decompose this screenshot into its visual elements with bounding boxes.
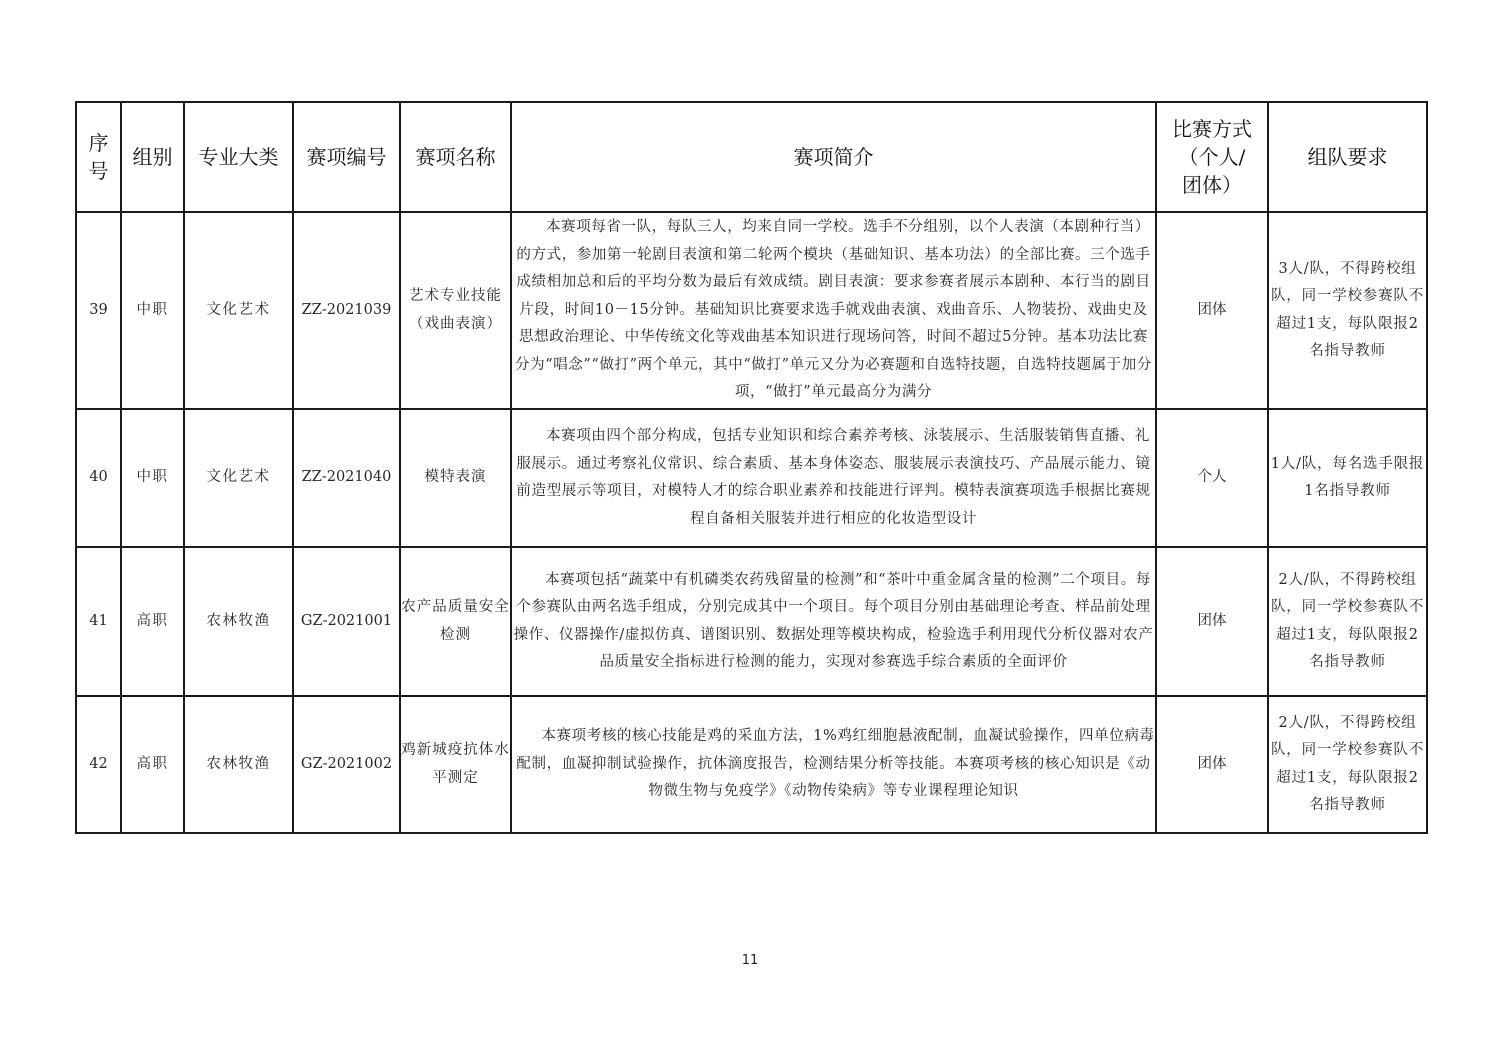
cell-name: 模特表演	[400, 409, 511, 547]
intro-text: 本赛项包括“蔬菜中有机磷类农药残留量的检测”和“茶叶中重金属含量的检测”二个项目。每个参赛队由两名选手组成，分别完成其中一个项目。每个项目分别由基础理论考查、样品前处理操作、仪器操作/虚拟仿真、谱图识别、数据处理等模块构成，检验选手利用现代分析仪器对农产品质量安全指标进行检测的能力，实现对参赛选手综合素质的全面评价	[513, 571, 1154, 670]
page-number: 11	[741, 953, 759, 968]
cell-team: 2人/队，不得跨校组队，同一学校参赛队不超过1支，每队限报2名指导教师	[1268, 547, 1427, 696]
header-intro: 赛项简介	[511, 102, 1156, 212]
cell-mode: 团体	[1156, 547, 1268, 696]
cell-team: 1人/队，每名选手限报1名指导教师	[1268, 409, 1427, 547]
header-row	[76, 102, 1427, 212]
cell-group: 高职	[121, 696, 184, 833]
cell-intro	[511, 409, 1156, 547]
intro-text: 本赛项考核的核心技能是鸡的采血方法，1%鸡红细胞悬液配制，血凝试验操作，四单位病毒配制，血凝抑制试验操作，抗体滴度报告，检测结果分析等技能。本赛项考核的核心知识是《动物微生物与免疫学》《动物传染病》等专业课程理论知识	[516, 728, 1155, 800]
cell-index: 40	[76, 409, 121, 547]
cell-name: 鸡新城疫抗体水平测定	[400, 696, 511, 833]
cell-intro	[511, 547, 1156, 696]
competition-table-container	[75, 101, 1426, 834]
cell-category: 农林牧渔	[184, 547, 293, 696]
cell-code: GZ-2021002	[293, 696, 400, 833]
header-group: 组别	[121, 102, 184, 212]
cell-group: 中职	[121, 409, 184, 547]
cell-mode: 个人	[1156, 409, 1268, 547]
cell-code: GZ-2021001	[293, 547, 400, 696]
cell-index: 39	[76, 212, 121, 409]
cell-code: ZZ-2021039	[293, 212, 400, 409]
cell-name: 艺术专业技能（戏曲表演）	[400, 212, 511, 409]
cell-index: 41	[76, 547, 121, 696]
table-body	[76, 212, 1427, 833]
header-index: 序号	[76, 102, 121, 212]
cell-intro	[511, 696, 1156, 833]
table-row	[76, 696, 1427, 833]
cell-group: 中职	[121, 212, 184, 409]
cell-intro	[511, 212, 1156, 409]
table-row	[76, 547, 1427, 696]
cell-group: 高职	[121, 547, 184, 696]
header-name: 赛项名称	[400, 102, 511, 212]
header-code: 赛项编号	[293, 102, 400, 212]
cell-category: 文化艺术	[184, 212, 293, 409]
cell-code: ZZ-2021040	[293, 409, 400, 547]
intro-text: 本赛项由四个部分构成，包括专业知识和综合素养考核、泳装展示、生活服装销售直播、礼服展示。通过考察礼仪常识、综合素质、基本身体姿态、服装展示表演技巧、产品展示能力、镜前造型展示等项目，对模特人才的综合职业素养和技能进行评判。模特表演赛项选手根据比赛规程自备相关服装并进行相应的化妆造型设计	[516, 428, 1151, 527]
cell-team: 2人/队，不得跨校组队，同一学校参赛队不超过1支，每队限报2名指导教师	[1268, 696, 1427, 833]
cell-name: 农产品质量安全检测	[400, 547, 511, 696]
header-team: 组队要求	[1268, 102, 1427, 212]
header-category: 专业大类	[184, 102, 293, 212]
cell-mode: 团体	[1156, 212, 1268, 409]
cell-category: 农林牧渔	[184, 696, 293, 833]
cell-index: 42	[76, 696, 121, 833]
cell-team: 3人/队，不得跨校组队，同一学校参赛队不超过1支，每队限报2名指导教师	[1268, 212, 1427, 409]
table-header	[76, 102, 1427, 212]
intro-text: 本赛项每省一队，每队三人，均来自同一学校。选手不分组别，以个人表演（本剧种行当）的方式，参加第一轮剧目表演和第二轮两个模块（基础知识、基本功法）的全部比赛。三个选手成绩相加总和后的平均分数为最后有效成绩。剧目表演：要求参赛者展示本剧种、本行当的剧目片段，时间10－15分钟。基础知识比赛要求选手就戏曲表演、戏曲音乐、人物装扮、戏曲史及思想政治理论、中华传统文化等戏曲基本知识进行现场问答，时间不超过5分钟。基本功法比赛分为“唱念”“做打”两个单元，其中“做打”单元又分为必赛题和自选特技题，自选特技题属于加分项，“做打”单元最高分为满分	[515, 219, 1152, 401]
header-mode: 比赛方式（个人/团体）	[1156, 102, 1268, 212]
cell-category: 文化艺术	[184, 409, 293, 547]
cell-mode: 团体	[1156, 696, 1268, 833]
table-row	[76, 409, 1427, 547]
competition-table	[75, 101, 1428, 834]
table-row	[76, 212, 1427, 409]
